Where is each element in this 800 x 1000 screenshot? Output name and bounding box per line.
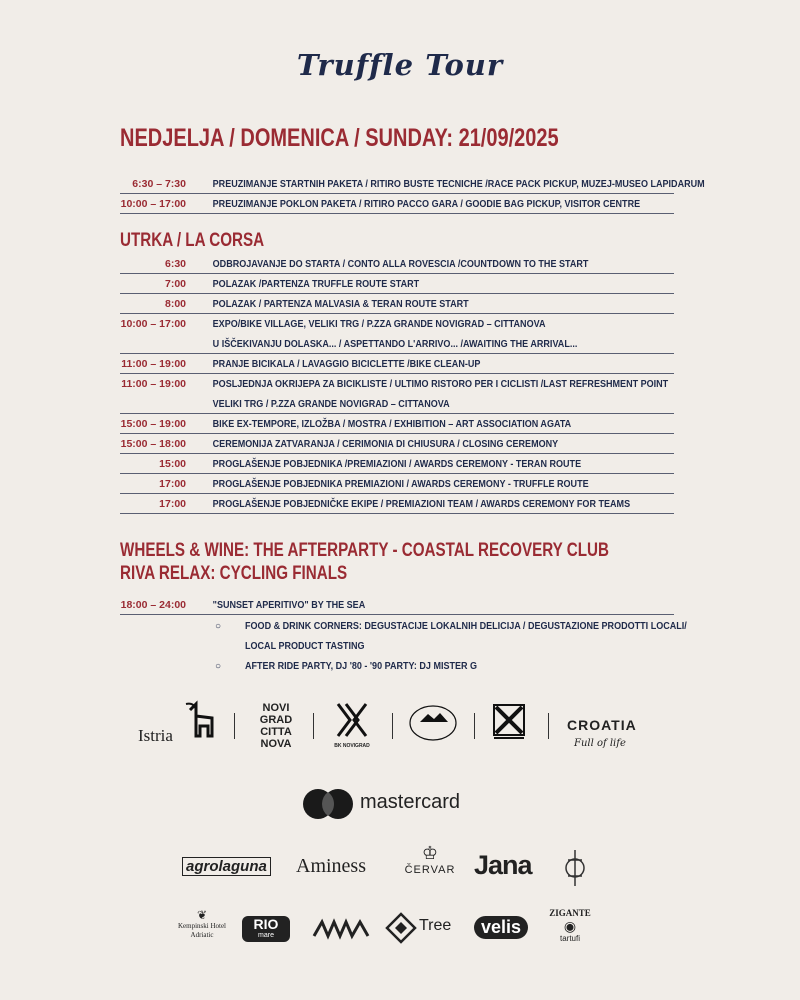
schedule-row <box>120 174 705 194</box>
schedule-time: 11:00 – 19:00 <box>121 357 186 370</box>
bullet-text: LOCAL PRODUCT TASTING <box>245 640 365 652</box>
schedule-desc: EXPO/BIKE VILLAGE, VELIKI TRG / P.ZZA GRANDE NOVIGRAD – CITTANOVA <box>212 318 546 330</box>
truffle-icon: ◉ <box>563 918 577 934</box>
kempinski-emblem-icon: ❦ <box>196 908 208 922</box>
schedule-time: 6:30 <box>164 257 186 270</box>
schedule-time: 8:00 <box>164 297 186 310</box>
velis-logo: velis <box>474 916 528 939</box>
schedule-desc: "SUNSET APERITIVO" BY THE SEA <box>212 598 366 611</box>
schedule-desc: PROGLAŠENJE POBJEDNIKA /PREMIAZIONI / AWARDS CEREMONY - TERAN ROUTE <box>212 457 582 470</box>
schedule-desc: BIKE EX-TEMPORE, IZLOŽBA / MOSTRA / EXHIBITION – ART ASSOCIATION AGATA <box>212 417 572 430</box>
pickup-schedule <box>120 174 705 214</box>
schedule-desc: U IŠČEKIVANJU DOLASKA... / ASPETTANDO L'ARRIVO... /AWAITING THE ARRIVAL... <box>212 337 578 350</box>
race-heading: UTRKA / LA CORSA <box>120 230 265 251</box>
monogram-icon <box>562 848 588 888</box>
oval-logo <box>408 704 458 747</box>
schedule-time: 17:00 <box>159 477 186 490</box>
monogram-logo <box>562 848 588 893</box>
tree-diamond-icon <box>386 913 416 943</box>
schedule-time: 11:00 – 19:00 <box>121 378 186 390</box>
goat-icon <box>182 702 222 748</box>
script-logo <box>312 918 370 945</box>
schedule-desc: POSLJEDNJA OKRIJEPA ZA BICIKLISTE / ULTIMO RISTORO PER I CICLISTI /LAST REFRESHMENT POINT <box>212 378 669 390</box>
party-heading: WHEELS & WINE: THE AFTERPARTY - COASTAL RECOVERY CLUB <box>120 540 609 561</box>
schedule-desc: VELIKI TRG / P.ZZA GRANDE NOVIGRAD – CITTANOVA <box>212 397 450 410</box>
shield-logo <box>492 703 526 748</box>
schedule-time: 18:00 – 24:00 <box>120 598 186 611</box>
divider <box>313 713 314 739</box>
schedule-time: 15:00 – 18:00 <box>120 437 186 450</box>
divider <box>234 713 235 739</box>
istria-wordmark: Istria <box>138 726 173 745</box>
agrolaguna-logo: agrolaguna <box>182 857 271 876</box>
party-subheading: RIVA RELAX: CYCLING FINALS <box>120 563 348 584</box>
schedule-time: 15:00 – 19:00 <box>120 417 186 430</box>
schedule-desc: PREUZIMANJE POKLON PAKETA / RITIRO PACCO GARA / GOODIE BAG PICKUP, VISITOR CENTRE <box>212 197 641 210</box>
schedule-row <box>120 194 674 214</box>
schedule-time: 6:30 – 7:30 <box>132 177 186 190</box>
mastercard-circles-icon <box>302 788 354 820</box>
divider <box>474 713 475 739</box>
schedule-desc: ODBROJAVANJE DO STARTA / CONTO ALLA ROVESCIA /COUNTDOWN TO THE START <box>212 257 589 270</box>
day-heading: NEDJELJA / DOMENICA / SUNDAY: 21/09/2025 <box>120 124 559 152</box>
schedule-time: 17:00 <box>159 497 186 510</box>
shield-cross-icon <box>492 703 526 743</box>
rio-mare-logo: RIO mare <box>242 916 290 942</box>
schedule-desc: POLAZAK /PARTENZA TRUFFLE ROUTE START <box>212 277 420 290</box>
schedule-time: 10:00 – 17:00 <box>120 318 186 330</box>
mountain-oval-icon <box>408 704 458 742</box>
schedule-desc: PROGLAŠENJE POBJEDNIKA PREMIAZIONI / AWARDS CEREMONY - TRUFFLE ROUTE <box>212 477 589 490</box>
schedule-time: 15:00 <box>159 457 186 470</box>
schedule-desc: PRANJE BICIKALA / LAVAGGIO BICICLETTE /BIKE CLEAN-UP <box>212 357 481 370</box>
bk-novigrad-logo: BK NOVIGRAD <box>328 702 376 749</box>
novigrad-logo: NOVI GRAD CITTA NOVA <box>259 702 293 750</box>
schedule-desc: CEREMONIJA ZATVARANJA / CERIMONIA DI CHIUSURA / CLOSING CEREMONY <box>212 437 559 450</box>
script-mark-icon <box>312 918 370 940</box>
schedule-desc: PREUZIMANJE STARTNIH PAKETA / RITIRO BUSTE TECNICHE /RACE PACK PICKUP, MUZEJ-MUSEO LAPIDARUM <box>212 177 705 190</box>
divider <box>548 713 549 739</box>
jana-logo: Jana <box>474 850 532 880</box>
party-schedule <box>120 595 674 615</box>
bullet-text: AFTER RIDE PARTY, DJ '80 - '90 PARTY: DJ MISTER G <box>245 660 478 672</box>
bk-emblem-icon <box>332 702 372 738</box>
divider <box>392 713 393 739</box>
crown-icon: ♔ <box>421 843 439 863</box>
cervar-logo: ♔ ČERVAR <box>402 842 458 876</box>
croatia-logo: CROATIA Full of life <box>567 717 637 749</box>
schedule-time: 10:00 – 17:00 <box>120 197 186 210</box>
mastercard-wordmark: mastercard <box>360 791 461 813</box>
zigante-logo: ZIGANTE ◉ tartufi <box>549 908 591 943</box>
schedule-time: 7:00 <box>164 277 186 290</box>
schedule-desc: POLAZAK / PARTENZA MALVASIA & TERAN ROUTE START <box>212 297 469 310</box>
aminess-logo: Aminess <box>296 855 366 877</box>
bullet-text: FOOD & DRINK CORNERS: DEGUSTACIJE LOKALNIH DELICIJA / DEGUSTAZIONE PRODOTTI LOCALI/ <box>245 620 687 632</box>
schedule-desc: PROGLAŠENJE POBJEDNIČKE EKIPE / PREMIAZIONI TEAM / AWARDS CEREMONY FOR TEAMS <box>212 497 631 510</box>
race-schedule <box>120 254 674 514</box>
page-title: Truffle Tour <box>296 48 504 82</box>
kempinski-logo: ❦ Kempinski Hotel Adriatic <box>177 908 227 939</box>
